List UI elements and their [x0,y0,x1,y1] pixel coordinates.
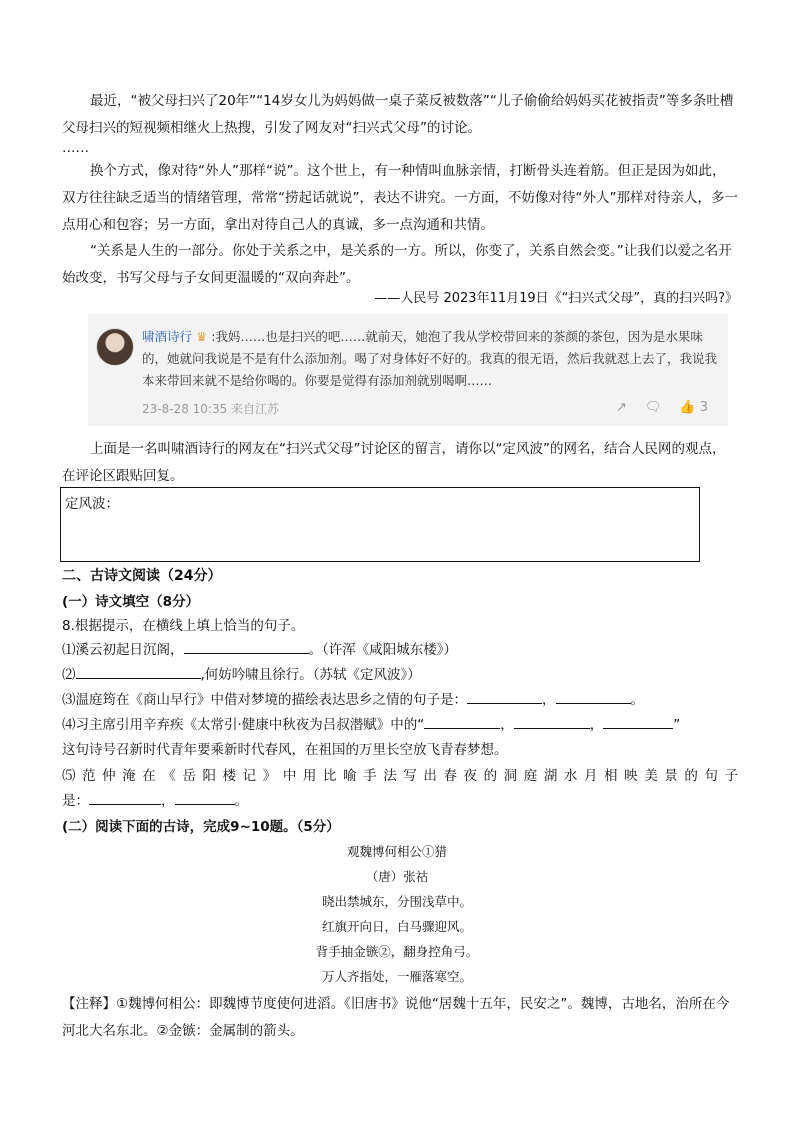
fill-item-4-cont: 这句诗号召新时代青年要乘新时代春风，在祖国的万里长空放飞青春梦想。 [62,742,508,758]
answer-box[interactable] [60,487,700,562]
like-count: 3 [699,400,708,415]
crown-icon: ♛ [196,329,208,344]
passage-paragraph-1: 最近，“被父母扫兴了20年”“14岁女儿为妈妈做一桌子菜反被数落”“儿子偷偷给妈妈买花被指责”等多条吐槽父母扫兴的短视频相继火上热搜，引发了网友对“扫兴式父母”的讨论。 [62,93,734,136]
question-intro: 上面是一名叫啸酒诗行的网友在“扫兴式父母”讨论区的留言，请你以“定风波”的网名，结合人民网的观点，在评论区跟贴回复。 [62,441,726,484]
answer-label: 定风波： [65,496,119,512]
subsection-1-title: (一）诗文填空（8分） [62,594,200,610]
blank[interactable] [467,687,542,704]
like-button[interactable] [679,400,708,415]
poem-line: 背手抽金镞②，翻身控角弓。 [315,944,479,959]
avatar [96,328,134,366]
share-icon[interactable]: ↗ [615,400,627,415]
fill-item-5: ⑸范仲淹在《岳阳楼记》中用比喻手法写出春夜的洞庭湖水月相映美景的句子 [62,768,738,784]
question-8: 8.根据提示，在横线上填上恰当的句子。 [62,618,305,634]
fill-item-5-cont: 是： ， 。 [62,788,738,815]
passage-source: ——人民号 2023年11月19日《“扫兴式父母”，真的扫兴吗?》 [374,291,738,306]
blank[interactable] [89,788,161,805]
poem-line: 万人齐指处，一雁落寒空。 [321,969,472,984]
comment-card [88,314,728,426]
passage-ellipsis: …… [62,140,89,156]
fill-item-4: ⑷习主席引用辛弃疾《太常引·健康中秋夜为吕叔潜赋》中的“ ， ， ” [62,712,738,739]
poem-line: 红旗开向日，白马骤迎风。 [321,919,472,934]
blank[interactable] [556,687,631,704]
section-title: 二、古诗文阅读（24分） [62,568,222,584]
poem-author: （唐）张祜 [365,869,429,884]
poem-line: 晓出禁城东，分围浅草中。 [321,894,472,909]
fill-item-3: ⑶温庭筠在《商山早行》中借对梦境的描绘表达思乡之情的句子是： ， 。 [62,687,738,714]
blank[interactable] [175,788,235,805]
comment-body [142,326,722,392]
subsection-2-title: (二）阅读下面的古诗，完成9~10题。（5分） [62,819,340,835]
blank[interactable] [603,712,673,729]
blank[interactable] [514,712,590,729]
blank[interactable] [424,712,500,729]
poem-title: 观魏博何相公①猎 [346,844,447,859]
passage-paragraph-2: 换个方式，像对待“外人”那样“说”。这个世上，有一种情叫血脉亲情，打断骨头连着筋。但正是因为如此，双方往往缺乏适当的情绪管理，常常“捞起话就说”，表达不讲究。一方面，不妨像对待“外人”那样对待亲人，多一点用心和包容；另一方面，拿出对待自己人的真诚，多一点沟通和共情。 [62,163,738,233]
fill-item-1: ⑴溪云初起日沉阁， 。（许浑《咸阳城东楼》） [62,637,738,664]
passage-paragraph-3: “关系是人生的一部分。你处于关系之中，是关系的一方。所以，你变了，关系自然会变。”让我们以爱之名开始改变，书写父母与子女间更温暖的“双向奔赴”。 [62,243,732,286]
poem-notes: 【注释】①魏博何相公：即魏博节度使何进滔。《旧唐书》说他“居魏十五年，民安之”。魏博，古地名，治所在今河北大名东北。②金镞：金属制的箭头。 [62,996,730,1039]
comment-meta: 23-8-28 10:35 来自江苏 [142,402,280,416]
thumbs-up-icon: 👍 [679,400,696,415]
blank[interactable] [76,662,201,679]
blank[interactable] [184,637,309,654]
fill-item-2: ⑵ ,何妨吟啸且徐行。（苏轼《定风波》） [62,662,738,689]
reply-icon[interactable]: 🗨 [644,400,662,415]
comment-actions [616,400,708,415]
comment-username[interactable]: 啸酒诗行 [142,329,193,344]
comment-text: :我妈……也是扫兴的吧……就前天，她泡了我从学校带回来的茶颜的茶包，因为是水果味的，她就问我说是不是有什么添加剂。喝了对身体好不好的。我真的很无语，然后我就怼上去了，我说我本来带回来就不是给你喝的。你要是觉得有添加剂就别喝啊…… [142,329,718,388]
